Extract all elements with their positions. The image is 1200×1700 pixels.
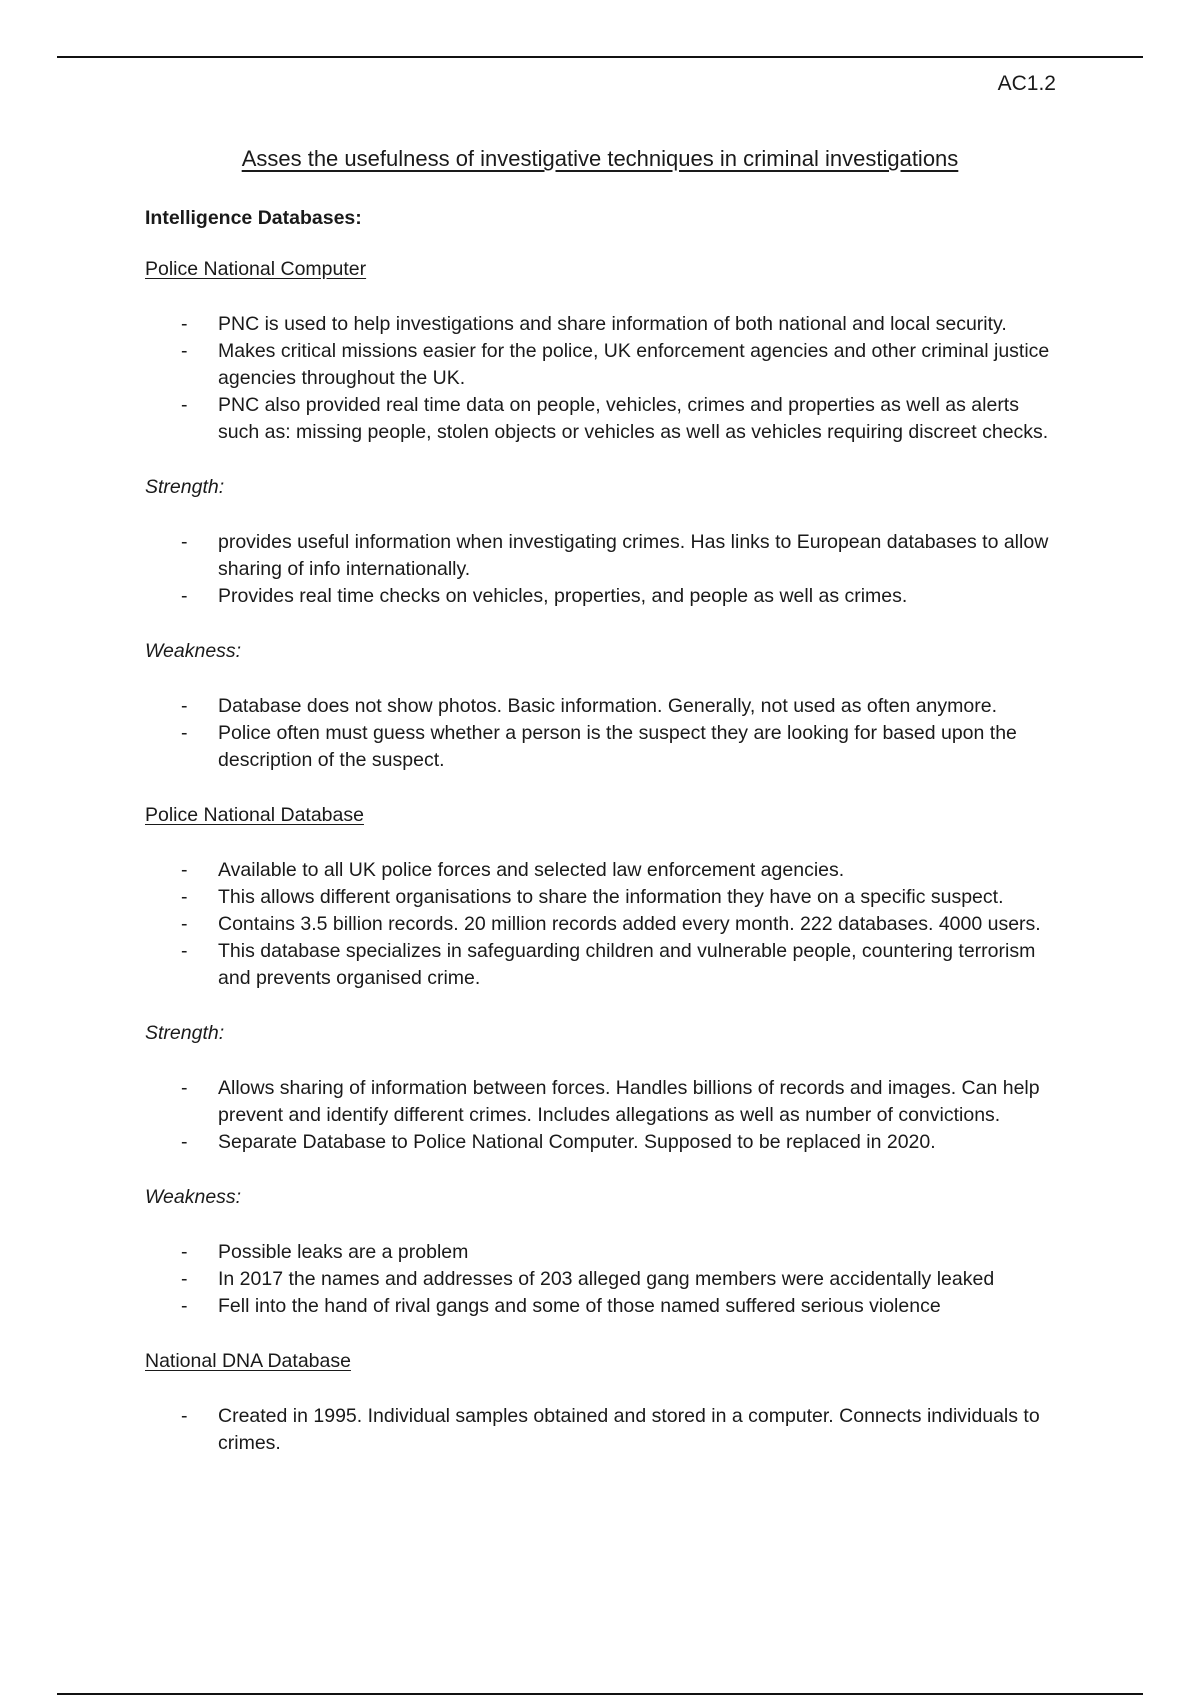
document-id: AC1.2 bbox=[997, 72, 1056, 95]
list-item: - In 2017 the names and addresses of 203 alleged gang members were accidentally leaked bbox=[145, 1266, 1065, 1293]
list-item: - Contains 3.5 billion records. 20 million records added every month. 222 databases. 4000 users. bbox=[145, 911, 1065, 938]
list-item: - Provides real time checks on vehicles, properties, and people as well as crimes. bbox=[145, 583, 1065, 610]
list-item: - PNC also provided real time data on people, vehicles, crimes and properties as well as alerts such as: missing people, stolen objects or vehicles as well as vehicles requiring discreet checks. bbox=[145, 392, 1065, 446]
pnc-heading: Police National Computer bbox=[145, 258, 367, 280]
list-item: - Database does not show photos. Basic information. Generally, not used as often anymore. bbox=[145, 693, 1065, 720]
pnc-strength-label: Strength: bbox=[145, 476, 225, 498]
list-item: - Fell into the hand of rival gangs and some of those named suffered serious violence bbox=[145, 1293, 1065, 1320]
section-heading: Intelligence Databases: bbox=[145, 207, 362, 229]
top-rule bbox=[57, 56, 1143, 58]
document-title: Asses the usefulness of investigative techniques in criminal investigations bbox=[241, 146, 959, 171]
list-item: - Created in 1995. Individual samples obtained and stored in a computer. Connects individuals to crimes. bbox=[145, 1403, 1065, 1457]
ndna-heading: National DNA Database bbox=[145, 1350, 351, 1372]
pnc-weaknesses-list bbox=[145, 693, 1065, 774]
pnd-points-list bbox=[145, 857, 1065, 992]
pnd-weaknesses-list bbox=[145, 1239, 1065, 1320]
list-item: - Makes critical missions easier for the police, UK enforcement agencies and other criminal justice agencies throughout the UK. bbox=[145, 338, 1065, 392]
list-item: - Police often must guess whether a person is the suspect they are looking for based upon the description of the suspect. bbox=[145, 720, 1065, 774]
list-item: - Available to all UK police forces and selected law enforcement agencies. bbox=[145, 857, 1065, 884]
document-body bbox=[145, 205, 1065, 1485]
pnd-strengths-list bbox=[145, 1075, 1065, 1156]
pnd-strength-label: Strength: bbox=[145, 1022, 225, 1044]
list-item: - This database specializes in safeguarding children and vulnerable people, countering terrorism and prevents organised crime. bbox=[145, 938, 1065, 992]
list-item: - Possible leaks are a problem bbox=[145, 1239, 1065, 1266]
pnd-heading: Police National Database bbox=[145, 804, 364, 826]
list-item: - Separate Database to Police National Computer. Supposed to be replaced in 2020. bbox=[145, 1129, 1065, 1156]
pnc-weakness-label: Weakness: bbox=[145, 640, 242, 662]
list-item: - provides useful information when investigating crimes. Has links to European databases to allow sharing of info internationally. bbox=[145, 529, 1065, 583]
list-item: - PNC is used to help investigations and share information of both national and local security. bbox=[145, 311, 1065, 338]
list-item: - This allows different organisations to share the information they have on a specific suspect. bbox=[145, 884, 1065, 911]
pnc-points-list bbox=[145, 311, 1065, 446]
ndna-points-list bbox=[145, 1403, 1065, 1457]
list-item: - Allows sharing of information between forces. Handles billions of records and images. Can help prevent and identify different crimes. Includes allegations as well as number of convictions. bbox=[145, 1075, 1065, 1129]
pnd-weakness-label: Weakness: bbox=[145, 1186, 242, 1208]
bottom-rule bbox=[57, 1693, 1143, 1695]
pnc-strengths-list bbox=[145, 529, 1065, 610]
